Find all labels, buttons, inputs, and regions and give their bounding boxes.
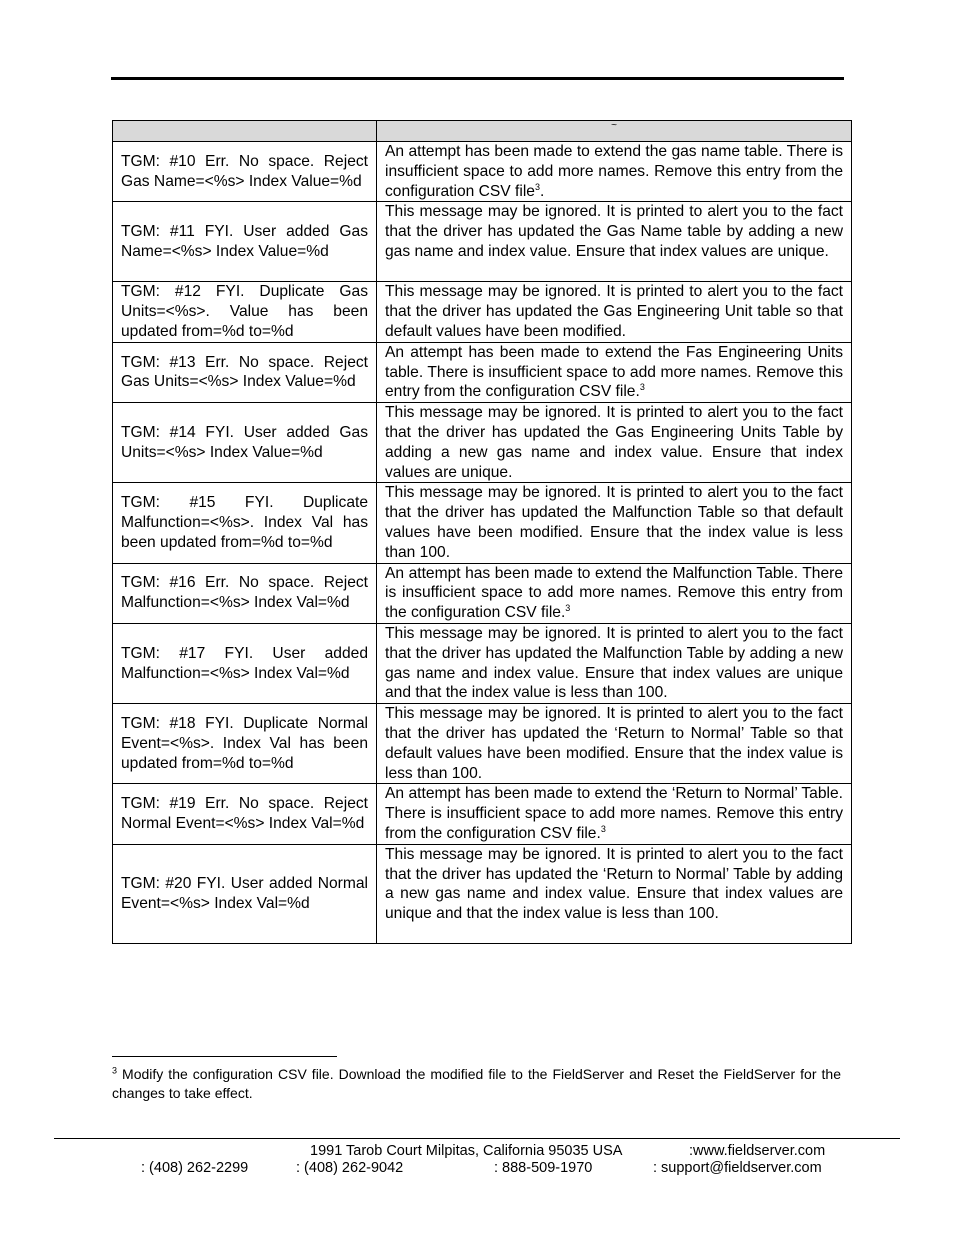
table-row [113, 342, 852, 402]
table-row [113, 784, 852, 844]
message-cell: TGM: #20 FYI. User added Normal Event=<%s> Index Val=%d [113, 844, 377, 943]
description-tail: . [539, 182, 545, 200]
footer-toll-free: : 888-509-1970 [494, 1160, 593, 1176]
table-row [113, 403, 852, 483]
table-row [113, 623, 852, 703]
description-cell [377, 403, 852, 483]
footnote-text: Modify the configuration CSV file. Download the modified file to the FieldServer and Reset the FieldServer for the changes to take effect. [112, 1066, 841, 1101]
table-row [113, 142, 852, 202]
description-text: An attempt has been made to extend the Fas Engineering Units table. There is insufficient space to add more names. Remove this entry from the configuration CSV file. [385, 343, 843, 401]
message-cell: TGM: #15 FYI. Duplicate Malfunction=<%s>. Index Val has been updated from=%d to=%d [113, 483, 377, 563]
table-row [113, 202, 852, 282]
header-description-column: ~ [377, 121, 852, 142]
table-row [113, 844, 852, 943]
description-cell [377, 623, 852, 703]
message-cell: TGM: #16 Err. No space. Reject Malfunction=<%s> Index Val=%d [113, 563, 377, 623]
message-cell: TGM: #10 Err. No space. Reject Gas Name=<%s> Index Value=%d [113, 142, 377, 202]
description-text: This message may be ignored. It is printed to alert you to the fact that the driver has updated the Gas Engineering Units Table by adding a new gas name and index value. Ensure that index values are unique. [385, 404, 843, 481]
footer-website: :www.fieldserver.com [689, 1143, 826, 1159]
message-cell: TGM: #19 Err. No space. Reject Normal Event=<%s> Index Val=%d [113, 784, 377, 844]
footnote-number: 3 [112, 1065, 118, 1076]
footer-phone: : (408) 262-2299 [141, 1160, 249, 1176]
header-message-column [113, 121, 377, 142]
description-cell [377, 202, 852, 282]
footer-address: 1991 Tarob Court Milpitas, California 95035 USA [310, 1143, 623, 1159]
table-row [113, 282, 852, 342]
error-message-table [112, 120, 852, 944]
message-cell: TGM: #13 Err. No space. Reject Gas Units=<%s> Index Value=%d [113, 342, 377, 402]
message-cell: TGM: #17 FYI. User added Malfunction=<%s> Index Val=%d [113, 623, 377, 703]
description-cell [377, 844, 852, 943]
description-text: This message may be ignored. It is printed to alert you to the fact that the driver has updated the Malfunction Table so that default values have been modified. Ensure that the index value is less than 100. [385, 484, 843, 561]
description-text: This message may be ignored. It is printed to alert you to the fact that the driver has updated the Gas Name table by adding a new gas name and index value. Ensure that index values are unique. [385, 203, 843, 260]
table-row [113, 563, 852, 623]
footnote-reference: 3 [639, 382, 645, 393]
description-text: An attempt has been made to extend the gas name table. There is insufficient space to add more names. Remove this entry from the configuration CSV file [385, 143, 843, 200]
description-text: An attempt has been made to extend the ‘Return to Normal’ Table. There is insufficient space to add more names. Remove this entry from the configuration CSV file. [385, 785, 843, 842]
footnote-reference: 3 [534, 181, 540, 192]
message-cell: TGM: #12 FYI. Duplicate Gas Units=<%s>. Value has been updated from=%d to=%d [113, 282, 377, 342]
table-row [113, 704, 852, 784]
table-body [113, 142, 852, 944]
footnote-reference: 3 [600, 823, 606, 834]
message-cell: TGM: #11 FYI. User added Gas Name=<%s> Index Value=%d [113, 202, 377, 282]
description-text: This message may be ignored. It is printed to alert you to the fact that the driver has updated the Malfunction Table by adding a new gas name and index value. Ensure that index values are unique and that the index value is less than 100. [385, 624, 843, 702]
footnote [112, 1065, 841, 1103]
description-cell [377, 784, 852, 844]
footer-rule [54, 1138, 900, 1139]
description-cell [377, 282, 852, 342]
description-cell [377, 142, 852, 202]
header-rule [111, 77, 844, 80]
description-text: An attempt has been made to extend the Malfunction Table. There is insufficient space to add more names. Remove this entry from the configuration CSV file. [385, 564, 843, 622]
description-cell [377, 563, 852, 623]
table-header-row [113, 121, 852, 142]
footer-email: : support@fieldserver.com [653, 1160, 822, 1176]
footnote-reference: 3 [565, 602, 571, 613]
description-text: This message may be ignored. It is printed to alert you to the fact that the driver has updated the Gas Engineering Unit table so that default values have been modified. [385, 283, 843, 340]
description-cell [377, 483, 852, 563]
footnote-separator [112, 1056, 337, 1057]
message-cell: TGM: #18 FYI. Duplicate Normal Event=<%s>. Index Val has been updated from=%d to=%d [113, 704, 377, 784]
description-text: This message may be ignored. It is printed to alert you to the fact that the driver has updated the ‘Return to Normal’ Table by adding a new gas name and index value. Ensure that index values are unique and that the index value is less than 100. [385, 845, 843, 923]
table-row [113, 483, 852, 563]
description-cell [377, 704, 852, 784]
description-text: This message may be ignored. It is printed to alert you to the fact that the driver has updated the ‘Return to Normal’ Table so that default values have been modified. Ensure that the index value is less than 100. [385, 705, 843, 782]
description-cell [377, 342, 852, 402]
footer-fax: : (408) 262-9042 [296, 1160, 404, 1176]
message-cell: TGM: #14 FYI. User added Gas Units=<%s> Index Value=%d [113, 403, 377, 483]
